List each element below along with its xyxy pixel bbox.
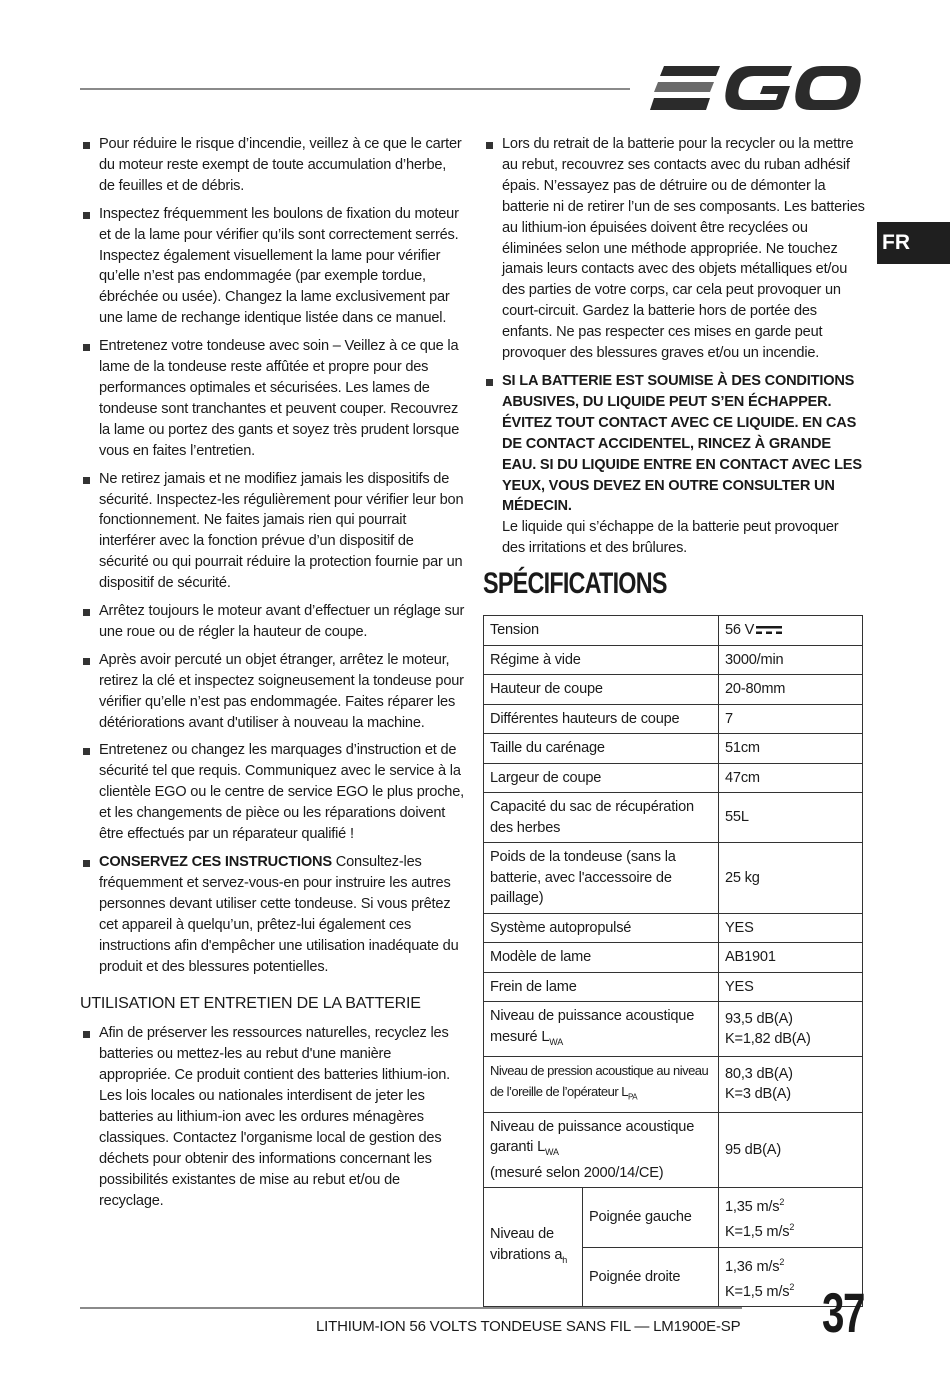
language-label: FR <box>882 231 910 254</box>
table-row <box>484 763 863 793</box>
garanti-label-text: Niveau de puissance acoustique garanti L <box>490 1118 695 1156</box>
page-number: 37 <box>822 1281 864 1344</box>
specifications-title: SPÉCIFICATIONS <box>483 567 667 601</box>
spec-label: Modèle de lame <box>484 943 719 973</box>
spec-value: 25 kg <box>719 843 863 914</box>
keep-instructions-heading: CONSERVEZ CES INSTRUCTIONS <box>99 854 332 870</box>
squared-superscript: 2 <box>789 1222 795 1233</box>
lpa-label-text: Niveau de pression acoustique au niveau de l’oreille de l’opérateur L <box>490 1063 709 1099</box>
droite-value: 1,36 m/s <box>725 1258 780 1275</box>
battery-bullet-list <box>80 1023 465 1211</box>
table-row <box>484 793 863 843</box>
specifications-table <box>483 615 863 1307</box>
lwa-value: 93,5 dB(A) <box>725 1010 793 1027</box>
list-item: Entretenez votre tondeuse avec soin – Veillez à ce que la lame de la tondeuse reste affûtée et propre pour des performances optimales et sécurisées. Les lames de tondeuse sont tranchantes et peuvent couper. Recouvrez la lame ou portez des gants et soyez très prudent lorsque vous en faites l’entretien. <box>80 336 465 461</box>
language-tab <box>877 222 950 264</box>
gauche-uncertainty: K=1,5 m/s <box>725 1224 790 1241</box>
lwa-label-text: Niveau de puissance acoustique mesuré L <box>490 1008 695 1045</box>
list-item: Après avoir percuté un objet étranger, arrêtez le moteur, retirez la clé et inspectez soigneusement la tondeuse pour vérifier qu’elle n’est pas endommagée. Faites réparer les détériorations avant d'utiliser à nouveau la machine. <box>80 650 465 734</box>
list-item: Arrêtez toujours le moteur avant d’effectuer un réglage sur une roue ou de régler la hauteur de coupe. <box>80 601 465 643</box>
spec-label: Système autopropulsé <box>484 913 719 943</box>
footer-text: LITHIUM-ION 56 VOLTS TONDEUSE SANS FIL — LM1900E-SP <box>316 1318 741 1335</box>
table-row <box>484 1002 863 1057</box>
spec-value: YES <box>719 913 863 943</box>
gauche-value: 1,35 m/s <box>725 1198 780 1215</box>
spec-value: 7 <box>719 704 863 734</box>
warning-item <box>483 371 865 559</box>
spec-label <box>484 1002 719 1057</box>
spec-value <box>719 1188 863 1248</box>
squared-superscript: 2 <box>779 1256 785 1267</box>
spec-value: 55L <box>719 793 863 843</box>
spec-label: Poids de la tondeuse (sans la batterie, avec l'accessoire de paillage) <box>484 843 719 914</box>
list-item: Inspectez fréquemment les boulons de fixation du moteur et de la lame pour vérifier qu’ils sont correctement serrés. Inspectez également visuellement la lame pour vérifier qu’elle n’est pas endommagée (par exemple tordue, ébréchée ou usée). Changez la lame exclusivement par une lame de rechange identique listée dans ce manuel. <box>80 204 465 329</box>
spec-label: Différentes hauteurs de coupe <box>484 704 719 734</box>
spec-value: AB1901 <box>719 943 863 973</box>
vibration-label-text: Niveau de vibrations a <box>490 1226 563 1263</box>
list-item: Afin de préserver les ressources naturelles, recyclez les batteries ou mettez-les au rebut d'une manière appropriée. Ce produit contient des batteries lithium-ion. Les lois locales ou nationales interdisent de jeter les batteries au lithium-ion avec les ordures ménagères classiques. Contactez l'organisme local de gestion des déchets pour obtenir des informations concernant les possibilités existantes de mise au rebut et/ou de recyclage. <box>80 1023 465 1211</box>
lpa-value: 80,3 dB(A) <box>725 1065 793 1082</box>
spec-value: 3000/min <box>719 645 863 675</box>
spec-label: Tension <box>484 616 719 646</box>
battery-warning-list <box>483 134 865 559</box>
garanti-standard: (mesuré selon 2000/14/CE) <box>490 1164 664 1181</box>
safety-bullet-list <box>80 134 465 977</box>
squared-superscript: 2 <box>789 1282 795 1293</box>
right-column <box>483 134 865 1307</box>
spec-label: Taille du carénage <box>484 734 719 764</box>
table-row <box>484 972 863 1002</box>
lpa-subscript: PA <box>627 1092 638 1102</box>
list-item: Entretenez ou changez les marquages d’instruction et de sécurité tel que requis. Communiquez avec le service à la clientèle EGO ou le centre de service EGO le plus proche, et les changements de pièce ou les réparations doivent être effectués par un réparateur qualifié ! <box>80 740 465 845</box>
list-item: Ne retirez jamais et ne modifiez jamais les dispositifs de sécurité. Inspectez-les régulièrement pour vérifier leur bon fonctionnement. Ne faites jamais rien qui pourrait interférer avec la fonction prévue d’un dispositif de sécurité ou qui pourrait réduire la protection fournie par un dispositif de sécurité. <box>80 469 465 594</box>
spec-label: Poignée gauche <box>583 1188 719 1248</box>
header-rule <box>80 88 630 90</box>
table-row <box>484 843 863 914</box>
spec-label: Capacité du sac de récupération des herbes <box>484 793 719 843</box>
spec-label: Frein de lame <box>484 972 719 1002</box>
spec-value: 95 dB(A) <box>719 1112 863 1187</box>
spec-value: 20-80mm <box>719 675 863 705</box>
spec-label: Poignée droite <box>583 1247 719 1307</box>
spec-label <box>484 1112 719 1187</box>
list-item: Pour réduire le risque d’incendie, veillez à ce que le carter du moteur reste exempt de toute accumulation d’herbe, de feuilles et de débris. <box>80 134 465 197</box>
dc-current-icon <box>756 625 782 635</box>
keep-instructions-item <box>80 852 465 977</box>
table-row <box>484 704 863 734</box>
warning-text: Le liquide qui s’échappe de la batterie peut provoquer des irritations et des brûlures. <box>502 519 839 557</box>
spec-label: Régime à vide <box>484 645 719 675</box>
spec-value <box>719 616 863 646</box>
table-row <box>484 675 863 705</box>
vibration-subscript: h <box>562 1254 568 1265</box>
left-column <box>80 134 465 1219</box>
list-item: Lors du retrait de la batterie pour la recycler ou la mettre au rebut, recouvrez ses contacts avec du ruban adhésif épais. N’essayez pas de détruire ou de démonter la batterie ni de retirer l’un de ses composants. Les batteries au lithium-ion épuisées doivent être recyclées ou éliminées selon une méthode appropriée. Ne touchez jamais leurs contacts avec des objets métalliques et/ou des parties de votre corps, car cela peut provoquer un court-circuit. Gardez la batterie hors de portée des enfants. Ne pas respecter ces mises en garde peut provoquer des blessures graves et/ou un incendie. <box>483 134 865 364</box>
table-row <box>484 645 863 675</box>
footer-rule <box>80 1307 742 1309</box>
garanti-subscript: WA <box>545 1147 559 1158</box>
spec-value <box>719 1057 863 1113</box>
squared-superscript: 2 <box>779 1197 785 1208</box>
tension-value: 56 V <box>725 622 755 639</box>
spec-value: YES <box>719 972 863 1002</box>
table-row <box>484 913 863 943</box>
lwa-uncertainty: K=1,82 dB(A) <box>725 1031 811 1048</box>
table-row <box>484 1112 863 1187</box>
table-row <box>484 943 863 973</box>
battery-section-heading: UTILISATION ET ENTRETIEN DE LA BATTERIE <box>80 995 421 1013</box>
spec-value <box>719 1002 863 1057</box>
spec-label: Largeur de coupe <box>484 763 719 793</box>
keep-instructions-text: Consultez-les fréquemment et servez-vous-en pour instruire les autres personnes devant utiliser cette tondeuse. Si vous prêtez cet appareil à quelqu’un, prêtez-lui également ces instructions afin d'empêcher une utilisation inadéquate du produit et des blessures potentielles. <box>99 854 459 975</box>
lwa-subscript: WA <box>549 1036 563 1047</box>
table-row <box>484 1188 863 1248</box>
warning-bold-text: SI LA BATTERIE EST SOUMISE À DES CONDITIONS ABUSIVES, DU LIQUIDE PEUT S’EN ÉCHAPPER. ÉVITEZ TOUT CONTACT AVEC CE LIQUIDE. EN CAS DE CONTACT ACCIDENTEL, RINCEZ À GRANDE EAU. SI DU LIQUIDE ENTRE EN CONTACT AVEC LES YEUX, VOUS DEVEZ EN OUTRE CONSULTER UN MÉDECIN. <box>502 372 862 515</box>
spec-label <box>484 1057 719 1113</box>
droite-uncertainty: K=1,5 m/s <box>725 1283 790 1300</box>
ego-logo <box>650 62 862 114</box>
table-row <box>484 616 863 646</box>
table-row <box>484 1057 863 1113</box>
spec-label: Hauteur de coupe <box>484 675 719 705</box>
vibration-label <box>484 1188 583 1307</box>
spec-value: 51cm <box>719 734 863 764</box>
lpa-uncertainty: K=3 dB(A) <box>725 1086 791 1103</box>
spec-value: 47cm <box>719 763 863 793</box>
table-row <box>484 734 863 764</box>
